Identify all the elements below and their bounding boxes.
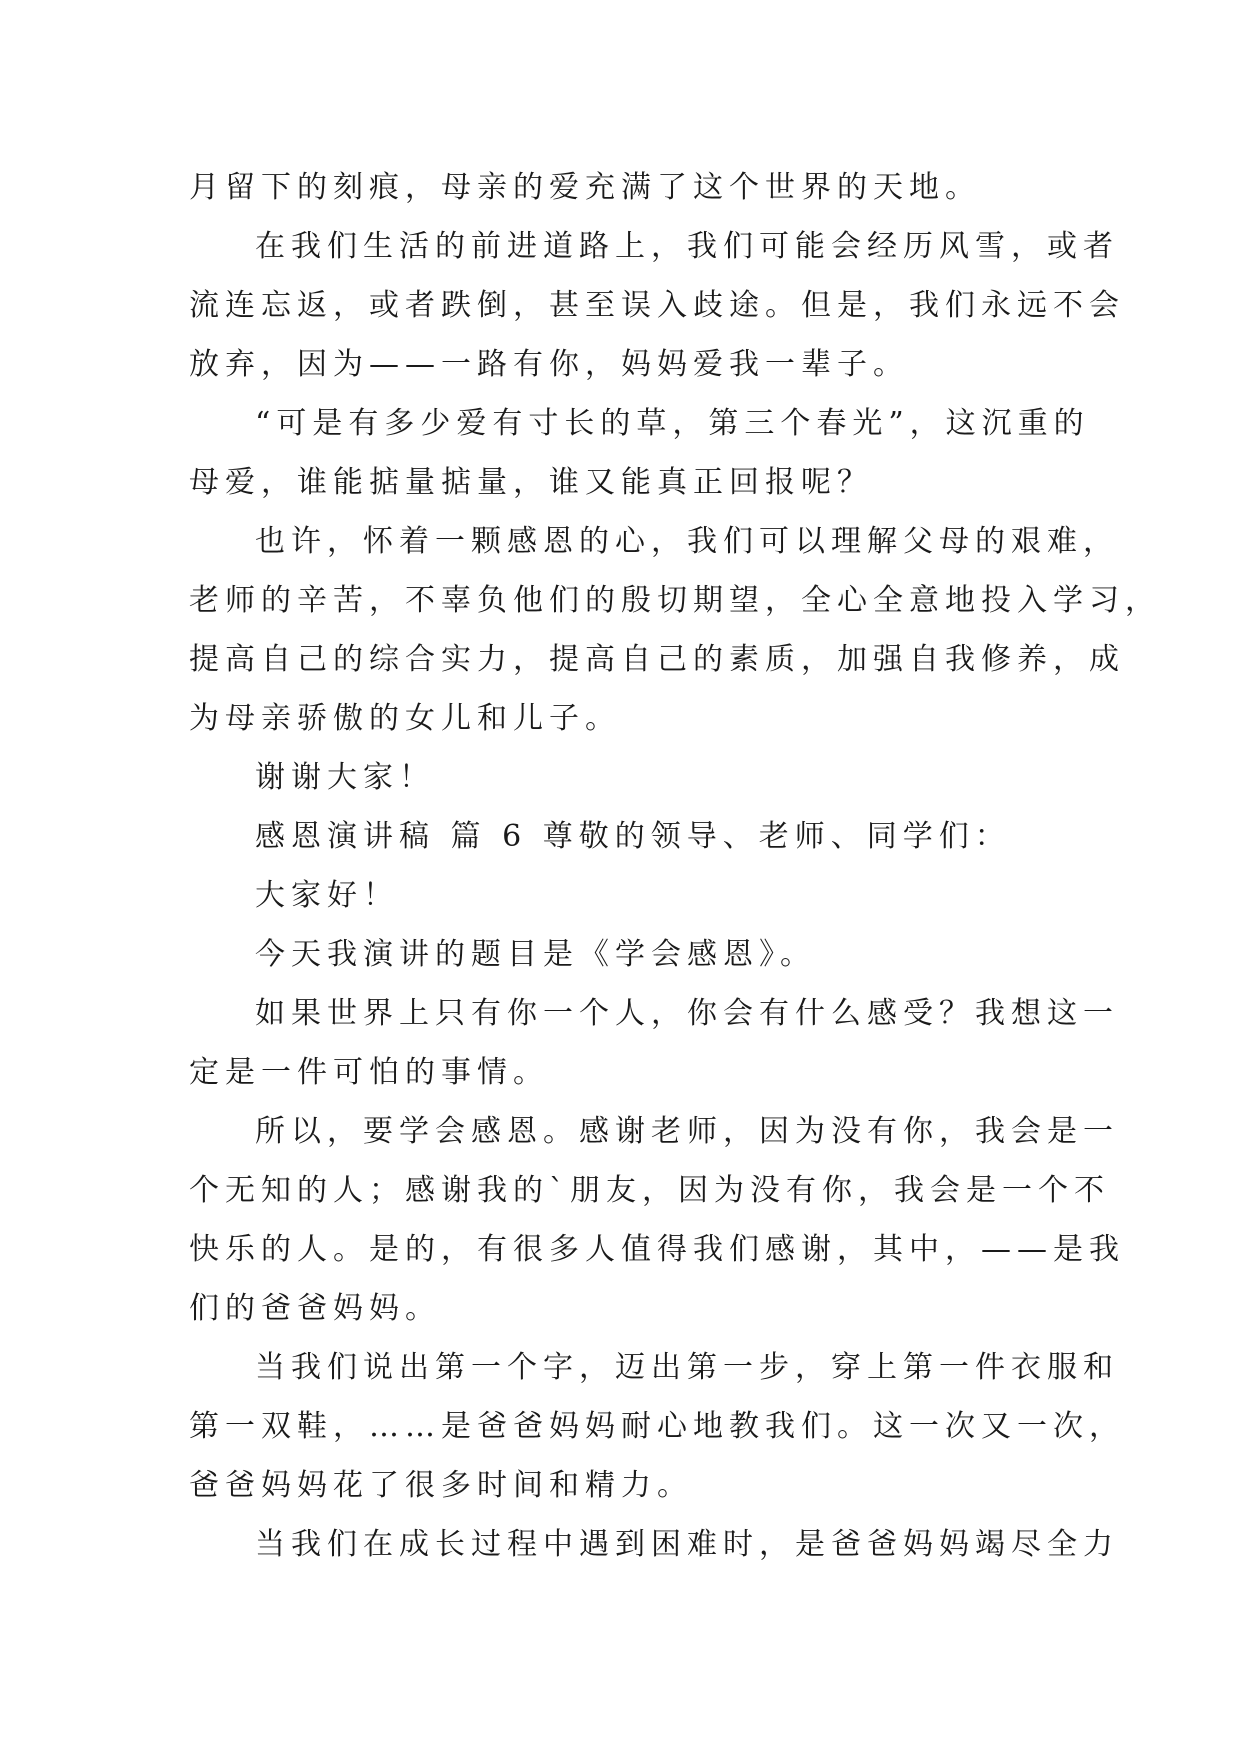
text-line: 大家好！ <box>255 878 399 913</box>
text-line: 月留下的刻痕，母亲的爱充满了这个世界的天地。 <box>189 170 981 205</box>
text-line: 提高自己的综合实力，提高自己的素质，加强自我修养，成 <box>189 642 1125 677</box>
text-line: “可是有多少爱有寸长的草，第三个春光”，这沉重的 <box>255 406 1090 441</box>
text-line: 如果世界上只有你一个人，你会有什么感受？我想这一 <box>255 996 1119 1031</box>
text-line: 放弃，因为——一路有你，妈妈爱我一辈子。 <box>189 347 909 382</box>
text-line: 爸爸妈妈花了很多时间和精力。 <box>189 1468 693 1503</box>
text-line: 母爱，谁能掂量掂量，谁又能真正回报呢？ <box>189 465 873 500</box>
text-line: 当我们在成长过程中遇到困难时，是爸爸妈妈竭尽全力 <box>255 1527 1119 1562</box>
text-line: 第一双鞋，……是爸爸妈妈耐心地教我们。这一次又一次， <box>189 1409 1125 1444</box>
text-line: 也许，怀着一颗感恩的心，我们可以理解父母的艰难， <box>255 524 1119 559</box>
document-body <box>189 158 1161 1574</box>
text-line: 快乐的人。是的，有很多人值得我们感谢，其中，——是我 <box>189 1232 1125 1267</box>
text-line: 流连忘返，或者跌倒，甚至误入歧途。但是，我们永远不会 <box>189 288 1125 323</box>
text-line: 谢谢大家！ <box>255 760 435 795</box>
text-line: 定是一件可怕的事情。 <box>189 1055 549 1090</box>
text-line: 所以，要学会感恩。感谢老师，因为没有你，我会是一 <box>255 1114 1119 1149</box>
text-line: 今天我演讲的题目是《学会感恩》。 <box>255 937 816 972</box>
text-line: 当我们说出第一个字，迈出第一步，穿上第一件衣服和 <box>255 1350 1119 1385</box>
text-line: 个无知的人；感谢我的`朋友，因为没有你，我会是一个不 <box>189 1173 1110 1208</box>
text-line: 在我们生活的前进道路上，我们可能会经历风雪，或者 <box>255 229 1119 264</box>
text-line: 们的爸爸妈妈。 <box>189 1291 441 1326</box>
text-line: 老师的辛苦，不辜负他们的殷切期望，全心全意地投入学习， <box>189 583 1161 618</box>
text-line: 为母亲骄傲的女儿和儿子。 <box>189 701 621 736</box>
section-heading-line: 感恩演讲稿 篇 6 尊敬的领导、老师、同学们： <box>255 819 1011 854</box>
